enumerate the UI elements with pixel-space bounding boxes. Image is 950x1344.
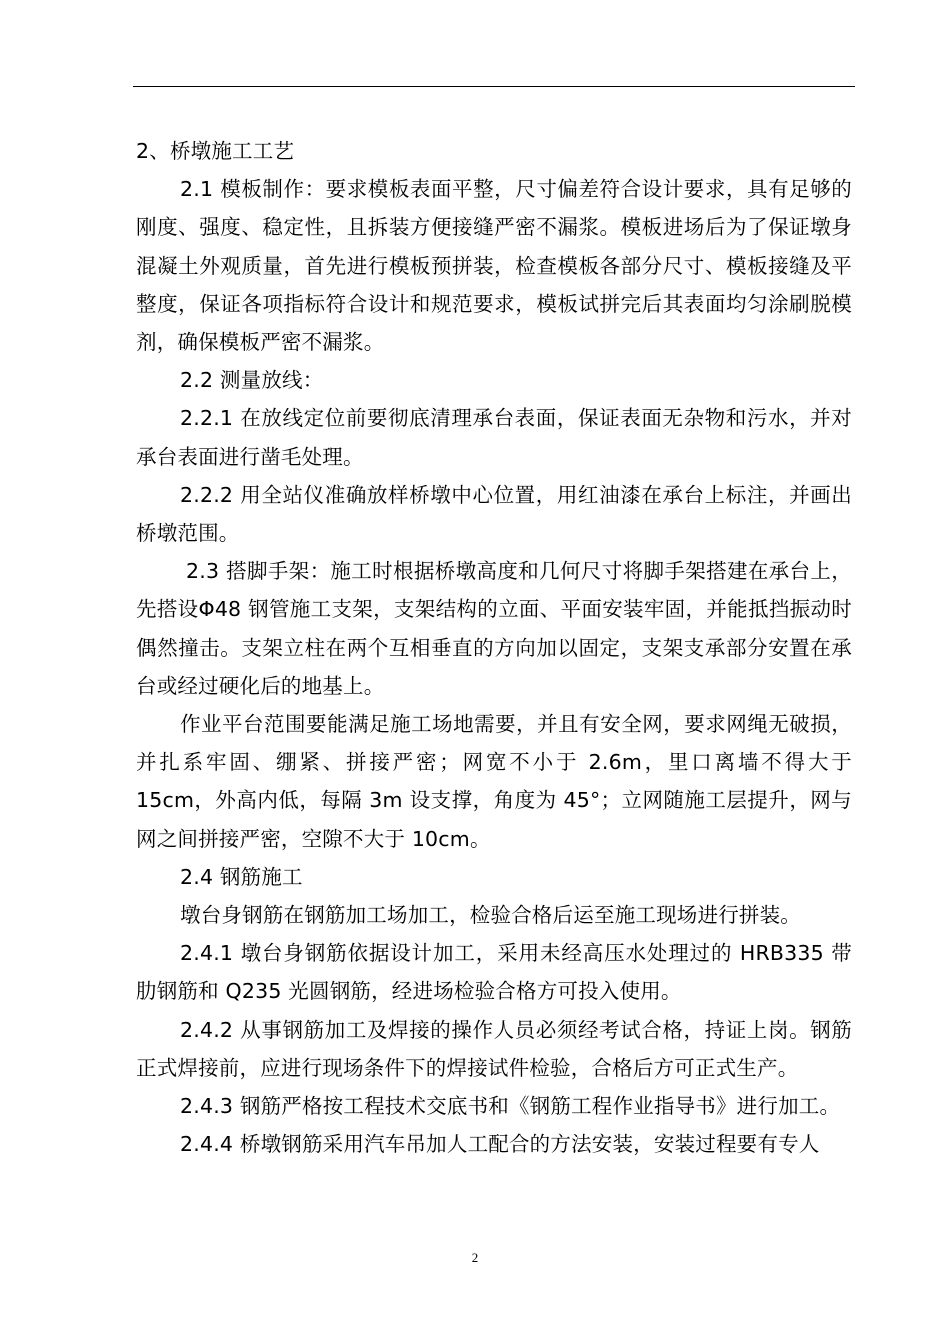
paragraph-rebar-2-4-1: 2.4.1 墩台身钢筋依据设计加工，采用未经高压水处理过的 HRB335 带肋钢筋和 Q235 光圆钢筋，经进场检验合格方可投入使用。 <box>136 941 852 1004</box>
paragraph-survey-2-2-2: 2.2.2 用全站仪准确放样桥墩中心位置，用红油漆在承台上标注，并画出桥墩范围。 <box>136 482 852 546</box>
section-heading: 2、桥墩施工工艺 <box>136 139 295 163</box>
paragraph-work-platform: 作业平台范围要能满足施工场地需要，并且有安全网，要求网绳无破损，并扎系牢固、绷紧、拼接严密；网宽不小于 2.6m，里口离墙不得大于 15cm，外高内低，每隔 3m 设支撑，角度为 45°；立网随施工层提升，网与网之间拼接严密，空隙不大于 10cm。 <box>136 712 852 851</box>
paragraph-survey-2-2-1: 2.2.1 在放线定位前要彻底清理承台表面，保证表面无杂物和污水，并对承台表面进行凿毛处理。 <box>136 406 852 469</box>
header-rule <box>133 86 855 87</box>
paragraph-rebar-2-4-3: 2.4.3 钢筋严格按工程技术交底书和《钢筋工程作业指导书》进行加工。 <box>180 1094 841 1119</box>
document-body <box>136 132 852 1163</box>
paragraph-formwork: 2.1 模板制作：要求模板表面平整，尺寸偏差符合设计要求，具有足够的刚度、强度、稳定性，且拆装方便接缝严密不漏浆。模板进场后为了保证墩身混凝土外观质量，首先进行模板预拼装，检查模板各部分尺寸、模板接缝及平整度，保证各项指标符合设计和规范要求，模板试拼完后其表面均匀涂刷脱模剂，确保模板严密不漏浆。 <box>136 177 852 355</box>
paragraph-rebar-heading: 2.4 钢筋施工 <box>180 864 303 889</box>
paragraph-scaffold: 2.3 搭脚手架：施工时根据桥墩高度和几何尺寸将脚手架搭建在承台上，先搭设Φ48 钢管施工支架，支架结构的立面、平面安装牢固，并能抵挡振动时偶然撞击。支架立柱在两个互相垂直的方向加以固定，支架支承部分安置在承台或经过硬化后的地基上。 <box>136 559 852 698</box>
paragraph-rebar-intro: 墩台身钢筋在钢筋加工场加工，检验合格后运至施工现场进行拼装。 <box>180 903 801 928</box>
paragraph-rebar-2-4-4: 2.4.4 桥墩钢筋采用汽车吊加人工配合的方法安装，安装过程要有专人 <box>180 1132 820 1157</box>
paragraph-rebar-2-4-2: 2.4.2 从事钢筋加工及焊接的操作人员必须经考试合格，持证上岗。钢筋正式焊接前，应进行现场条件下的焊接试件检验，合格后方可正式生产。 <box>136 1017 852 1080</box>
page-number: 2 <box>471 1250 479 1265</box>
paragraph-survey-heading: 2.2 测量放线： <box>180 368 324 393</box>
